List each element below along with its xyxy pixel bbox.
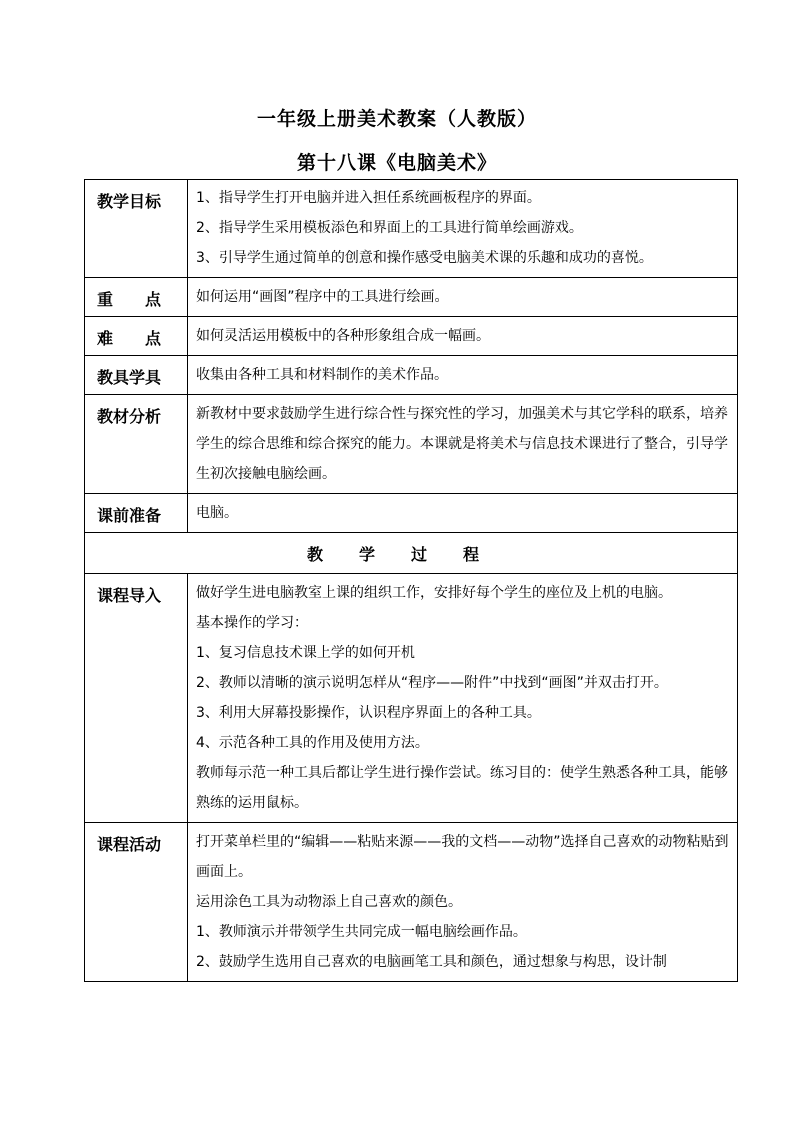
label-analysis: 教材分析 (85, 395, 188, 494)
row-analysis (85, 395, 738, 494)
intro-line: 2、教师以清晰的演示说明怎样从“程序——附件”中找到“画图”并双击打开。 (196, 675, 668, 691)
row-key (85, 278, 738, 317)
activity-line: 打开菜单栏里的“编辑——粘贴来源——我的文档——动物”选择自己喜欢的动物粘贴到画面上。 (196, 834, 729, 880)
activity-line: 2、鼓励学生选用自己喜欢的电脑画笔工具和颜色，通过想象与构思，设计制 (196, 954, 667, 970)
intro-line: 1、复习信息技术课上学的如何开机 (196, 645, 415, 661)
content-goals (188, 180, 738, 278)
label-difficulty: 难 点 (85, 317, 188, 356)
intro-line: 教师每示范一种工具后都让学生进行操作尝试。练习目的：使学生熟悉各种工具，能够熟练的运用鼠标。 (196, 765, 728, 811)
goal-line: 3、引导学生通过简单的创意和操作感受电脑美术课的乐趣和成功的喜悦。 (196, 250, 653, 266)
lesson-title: 第十八课《电脑美术》 (296, 152, 497, 174)
row-section (85, 533, 738, 574)
intro-line: 基本操作的学习： (196, 615, 308, 631)
analysis-text: 新教材中要求鼓励学生进行综合性与探究性的学习，加强美术与其它学科的联系，培养学生的综合思维和综合探究的能力。本课就是将美术与信息技术课进行了整合，引导学生初次接触电脑绘画。 (196, 406, 728, 482)
prep-text: 电脑。 (196, 505, 238, 521)
content-difficulty (188, 317, 738, 356)
label-goals: 教学目标 (85, 180, 188, 278)
row-goals (85, 180, 738, 278)
row-intro (85, 574, 738, 823)
activity-line: 1、教师演示并带领学生共同完成一幅电脑绘画作品。 (196, 924, 527, 940)
content-intro (188, 574, 738, 823)
label-prep: 课前准备 (85, 494, 188, 533)
content-tools (188, 356, 738, 395)
content-analysis (188, 395, 738, 494)
row-tools (85, 356, 738, 395)
lesson-plan-table (84, 179, 738, 982)
row-difficulty (85, 317, 738, 356)
document-title: 一年级上册美术教案（人教版） (256, 108, 537, 130)
content-key (188, 278, 738, 317)
label-key: 重 点 (85, 278, 188, 317)
row-activity (85, 823, 738, 982)
key-text: 如何运用“画图”程序中的工具进行绘画。 (196, 289, 449, 305)
tools-text: 收集由各种工具和材料制作的美术作品。 (196, 367, 448, 383)
label-intro: 课程导入 (85, 574, 188, 823)
row-prep (85, 494, 738, 533)
activity-line: 运用涂色工具为动物添上自己喜欢的颜色。 (196, 894, 462, 910)
difficulty-text: 如何灵活运用模板中的各种形象组合成一幅画。 (196, 328, 490, 344)
section-heading: 教学过程 (85, 533, 738, 574)
label-activity: 课程活动 (85, 823, 188, 982)
goal-line: 1、指导学生打开电脑并进入担任系统画板程序的界面。 (196, 190, 541, 206)
intro-line: 3、利用大屏幕投影操作，认识程序界面上的各种工具。 (196, 705, 541, 721)
label-tools: 教具学具 (85, 356, 188, 395)
content-prep (188, 494, 738, 533)
intro-line: 做好学生进电脑教室上课的组织工作，安排好每个学生的座位及上机的电脑。 (196, 585, 672, 601)
content-activity (188, 823, 738, 982)
goal-line: 2、指导学生采用模板添色和界面上的工具进行简单绘画游戏。 (196, 220, 583, 236)
intro-line: 4、示范各种工具的作用及使用方法。 (196, 735, 429, 751)
